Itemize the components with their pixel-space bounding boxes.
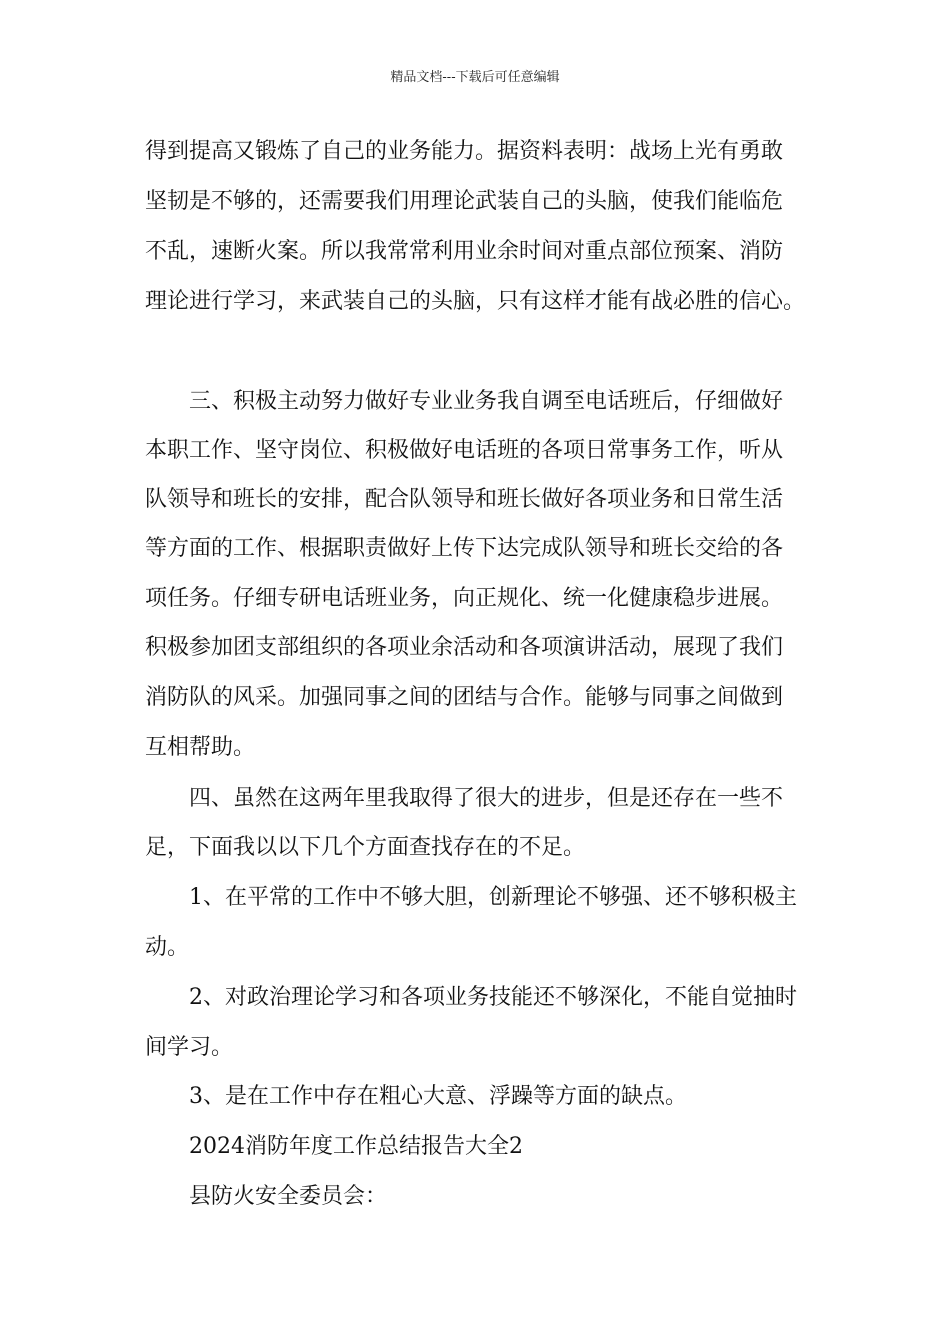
text-line: 互相帮助。 [145,735,256,760]
salutation: 县防火安全委员会： [189,1184,388,1209]
text-line: 1、在平常的工作中不够大胆，创新理论不够强、还不够积极主 [189,885,797,910]
text-line: 2、对政治理论学习和各项业务技能还不够深化，不能自觉抽时 [189,985,797,1010]
text-line: 四、虽然在这两年里我取得了很大的进步，但是还存在一些不 [189,786,784,811]
text-line: 理论进行学习，来武装自己的头脑，只有这样才能有战必胜的信心。 [145,289,806,314]
text-line: 队领导和班长的安排，配合队领导和班长做好各项业务和日常生活 [145,487,784,512]
text-line: 动。 [145,935,190,960]
text-line: 间学习。 [145,1035,234,1060]
text-line: 3、是在工作中存在粗心大意、浮躁等方面的缺点。 [189,1084,687,1109]
page-header: 精品文档---下载后可任意编辑 [390,70,560,85]
text-line: 得到提高又锻炼了自己的业务能力。据资料表明：战场上光有勇敢 [145,139,784,164]
text-line: 等方面的工作、根据职责做好上传下达完成队领导和班长交给的各 [145,536,784,561]
text-line: 不乱，速断火案。所以我常常利用业余时间对重点部位预案、消防 [145,239,784,264]
text-line: 消防队的风采。加强同事之间的团结与合作。能够与同事之间做到 [145,685,784,710]
text-line: 积极参加团支部组织的各项业余活动和各项演讲活动，展现了我们 [145,635,784,660]
text-line: 项任务。仔细专研电话班业务，向正规化、统一化健康稳步进展。 [145,586,784,611]
section-title: 2024消防年度工作总结报告大全2 [189,1134,523,1159]
text-line: 本职工作、坚守岗位、积极做好电话班的各项日常事务工作，听从 [145,438,784,463]
text-line: 足，下面我以以下几个方面查找存在的不足。 [145,835,586,860]
text-line: 三、积极主动努力做好专业业务我自调至电话班后，仔细做好 [189,389,784,414]
text-line: 坚韧是不够的，还需要我们用理论武装自己的头脑，使我们能临危 [145,189,784,214]
